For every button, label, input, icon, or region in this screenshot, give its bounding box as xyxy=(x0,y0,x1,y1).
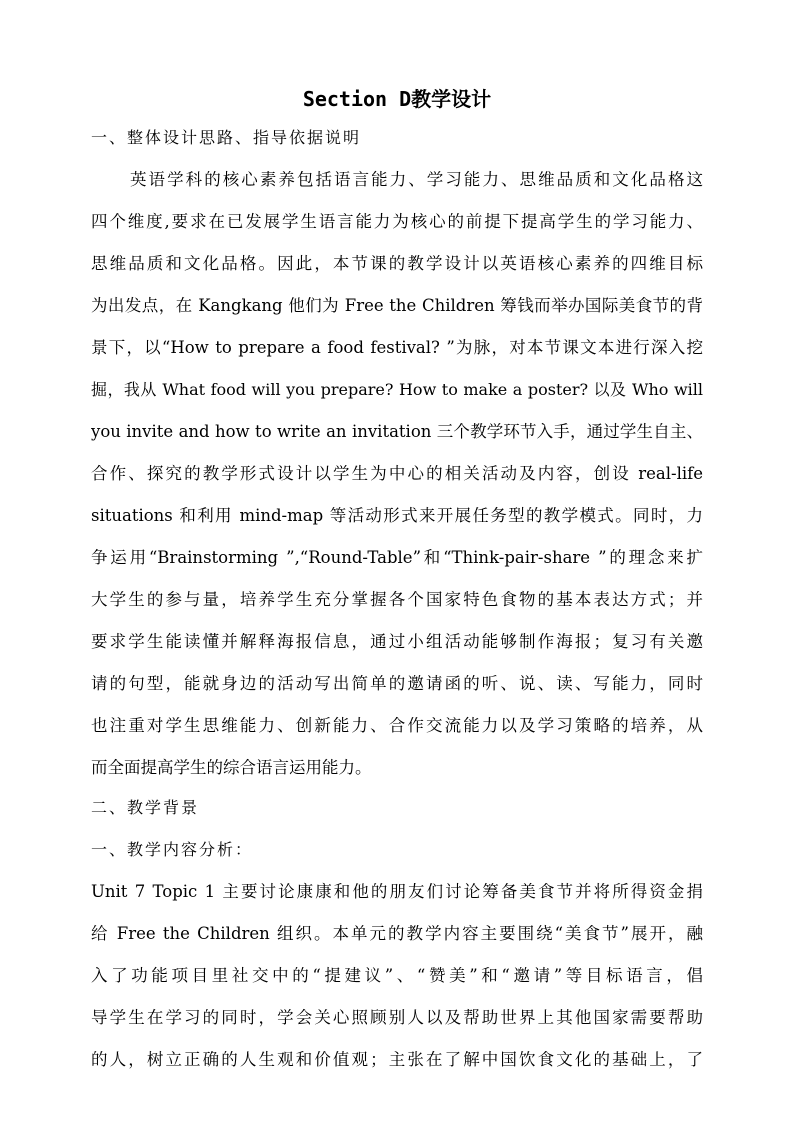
section1-line: 四个维度,要求在已发展学生语言能力为核心的前提下提高学生的学习能力、 xyxy=(91,212,703,231)
section1-line: 合作、探究的教学形式设计以学生为中心的相关活动及内容，创设 real-life xyxy=(91,464,703,483)
section1-line: 景下，以“How to prepare a food festival? ”为脉，对本节课文本进行深入挖 xyxy=(91,338,703,357)
section1-line: 思维品质和文化品格。因此，本节课的教学设计以英语核心素养的四维目标 xyxy=(91,254,703,273)
document-title: Section D教学设计 xyxy=(302,87,492,111)
subsection1-line: 的人，树立正确的人生观和价值观；主张在了解中国饮食文化的基础上，了 xyxy=(91,1050,703,1069)
section1-line: 大学生的参与量，培养学生充分掌握各个国家特色食物的基本表达方式；并 xyxy=(91,590,703,609)
section1-line: 掘，我从 What food will you prepare? How to make a poster? 以及 Who will xyxy=(91,380,703,399)
subsection1-line: Unit 7 Topic 1 主要讨论康康和他的朋友们讨论筹备美食节并将所得资金捐 xyxy=(91,882,703,901)
section1-line: you invite and how to write an invitation 三个教学环节入手，通过学生自主、 xyxy=(91,422,703,441)
subsection1-line: 给 Free the Children 组织。本单元的教学内容主要围绕“美食节”展开，融 xyxy=(91,924,703,943)
section1-line: 而全面提高学生的综合语言运用能力。 xyxy=(91,758,372,777)
section1-line: situations 和利用 mind-map 等活动形式来开展任务型的教学模式。同时，力 xyxy=(91,506,703,525)
section1-line: 英语学科的核心素养包括语言能力、学习能力、思维品质和文化品格这 xyxy=(130,170,703,189)
section1-line: 请的句型，能就身边的活动写出简单的邀请函的听、说、读、写能力，同时 xyxy=(91,674,703,693)
subsection1-heading: 一、教学内容分析： xyxy=(91,840,254,859)
section2-heading: 二、教学背景 xyxy=(91,798,200,817)
subsection1-line: 导学生在学习的同时，学会关心照顾别人以及帮助世界上其他国家需要帮助 xyxy=(91,1008,703,1027)
section1-heading: 一、整体设计思路、指导依据说明 xyxy=(91,128,362,147)
subsection1-line: 入了功能项目里社交中的“提建议”、“赞美”和“邀请”等目标语言，倡 xyxy=(91,966,703,985)
section1-line: 要求学生能读懂并解释海报信息，通过小组活动能够制作海报；复习有关邀 xyxy=(91,632,703,651)
section1-line: 为出发点，在 Kangkang 他们为 Free the Children 筹钱而举办国际美食节的背 xyxy=(91,296,703,315)
section1-line: 也注重对学生思维能力、创新能力、合作交流能力以及学习策略的培养，从 xyxy=(91,716,703,735)
section1-line: 争运用“Brainstorming ”,“Round-Table”和“Think-pair-share ”的理念来扩 xyxy=(91,548,703,567)
